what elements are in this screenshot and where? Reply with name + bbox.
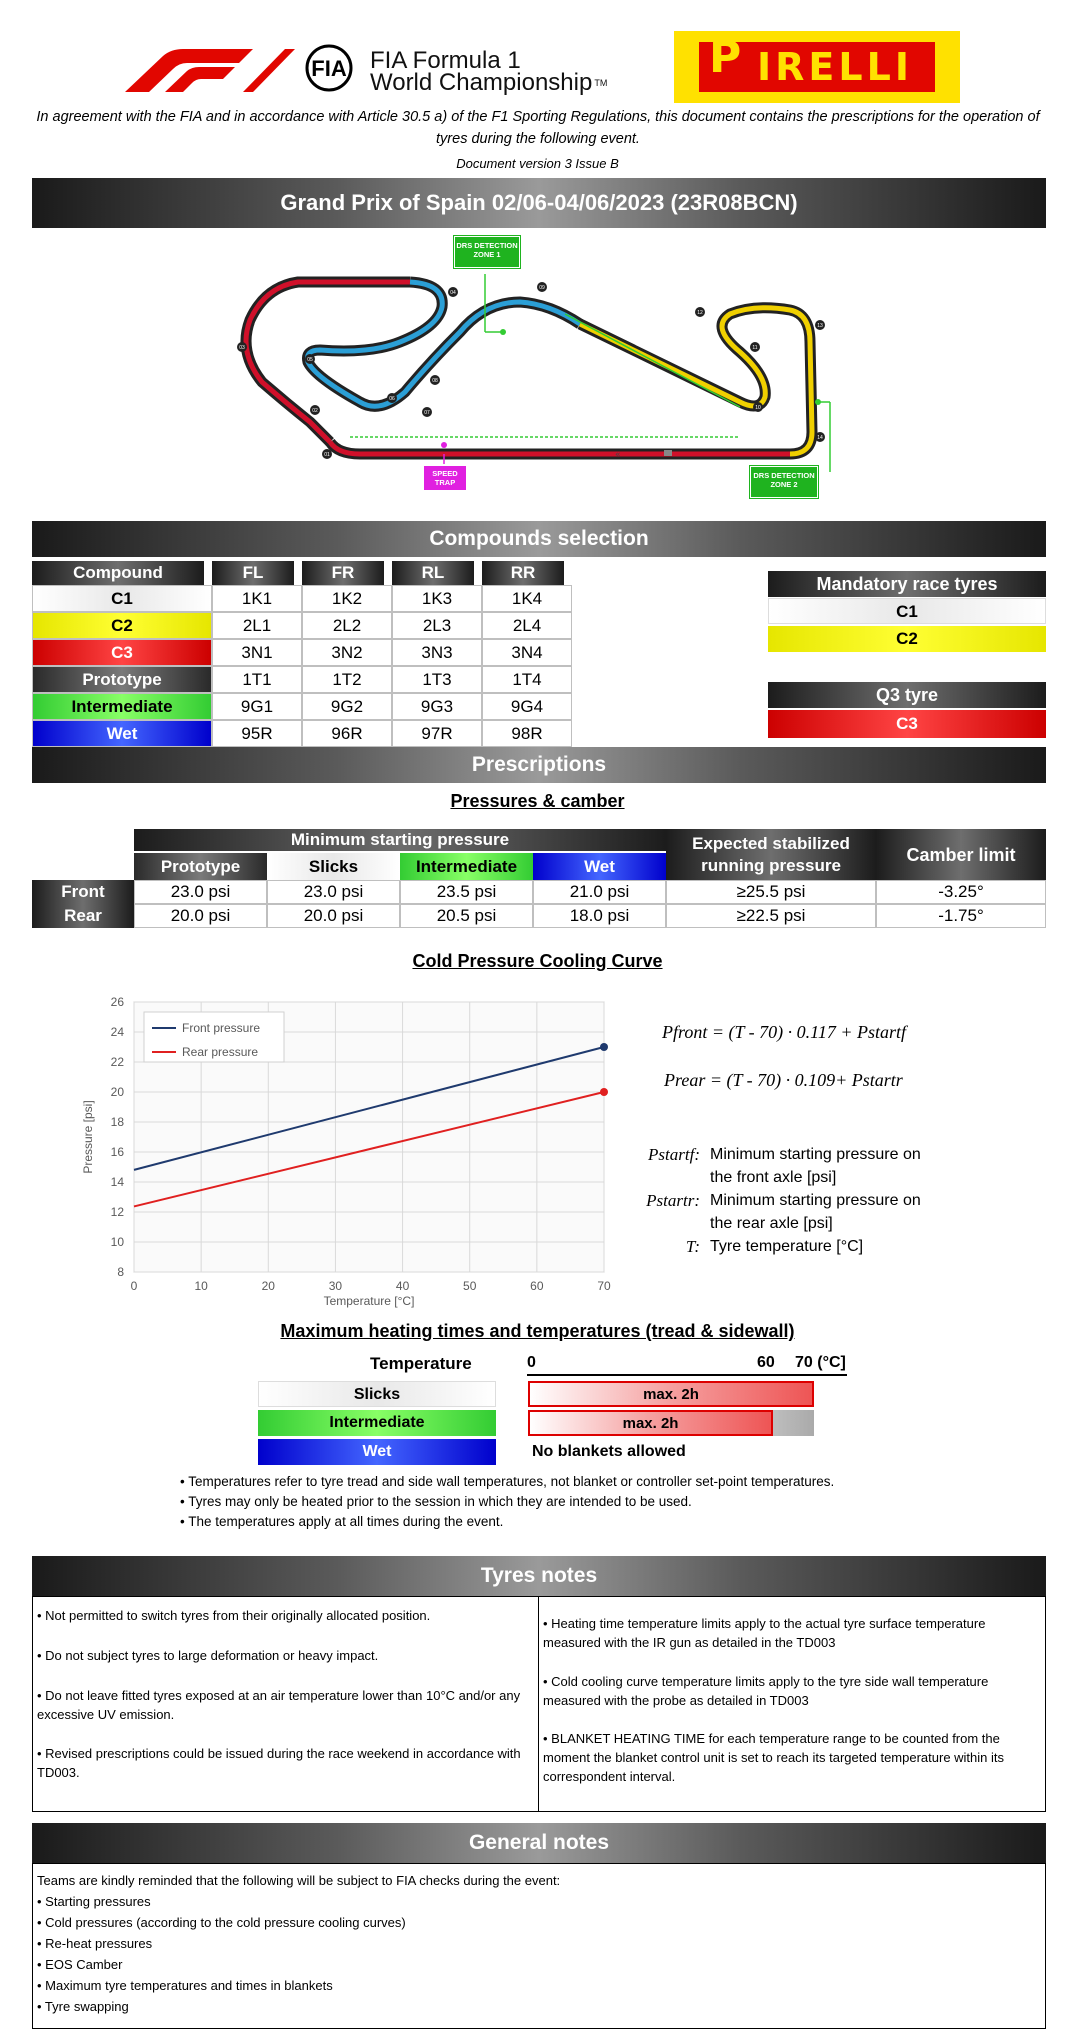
f1-logo (125, 48, 295, 92)
pirelli-wordmark: IRELLI (757, 45, 913, 89)
expected-title-line2: running pressure (701, 856, 841, 875)
y-tick-label: 26 (110, 995, 124, 1009)
heating-bullets (180, 1472, 870, 1532)
svg-text:12: 12 (697, 310, 703, 316)
svg-text:14: 14 (817, 435, 823, 441)
series-point (600, 1043, 608, 1051)
y-tick-label: 20 (110, 1085, 124, 1099)
min-start-title: Minimum starting pressure (134, 829, 666, 851)
drs-detection-zone-1: DRS DETECTION ZONE 1 (454, 236, 520, 268)
general-note-item: • EOS Camber (37, 1957, 123, 1972)
spacer (666, 853, 876, 880)
front-wet: 21.0 psi (533, 880, 666, 904)
def-text: Minimum starting pressure on (710, 1146, 921, 1163)
compound-fl: 9G1 (212, 693, 302, 720)
x-tick-label: 50 (463, 1279, 477, 1293)
svg-text:01: 01 (324, 452, 330, 458)
drs-detection-zone-2: DRS DETECTION ZONE 2 (750, 466, 818, 498)
rear-intermediate: 20.5 psi (400, 904, 533, 928)
tyre-note: • Revised prescriptions could be issued during the race weekend in accordance with TD003. (37, 1746, 521, 1781)
rr-col-header: RR (482, 561, 564, 585)
def-text: the front axle [psi] (710, 1169, 837, 1186)
svg-text:02: 02 (312, 408, 318, 414)
heating-row-wet: Wet (258, 1439, 496, 1465)
scale-60: 60 (757, 1354, 775, 1371)
def-symbol: Pstartf: (648, 1145, 700, 1164)
general-note-item: • Re-heat pressures (37, 1936, 153, 1951)
compound-name: Wet (32, 720, 212, 747)
event-title: Grand Prix of Spain 02/06-04/06/2023 (23R08BCN) (32, 178, 1046, 228)
mandatory-tyre-c2: C2 (768, 626, 1046, 652)
x-tick-label: 40 (395, 1279, 410, 1293)
cooling-title: Cold Pressure Cooling Curve (412, 951, 663, 971)
svg-text:FIA: FIA (311, 56, 347, 81)
def-text: Minimum starting pressure on (710, 1192, 921, 1209)
tyre-notes-title: Tyres notes (32, 1556, 1046, 1596)
legend-label: Rear pressure (182, 1045, 259, 1059)
series-point (600, 1088, 608, 1096)
compound-name: C3 (32, 639, 212, 666)
svg-text:10: 10 (755, 405, 761, 411)
y-tick-label: 12 (110, 1205, 124, 1219)
def-text: Tyre temperature [°C] (710, 1238, 864, 1255)
compound-fr: 1K2 (302, 585, 392, 612)
compound-fr: 1T2 (302, 666, 392, 693)
general-note-item: • Starting pressures (37, 1894, 151, 1909)
definitions (620, 1143, 1040, 1258)
tyre-notes-box (32, 1596, 1046, 1812)
heating-bullet: • Temperatures refer to tyre tread and side wall temperatures, not blanket or controller set-point temperatures. (180, 1474, 835, 1489)
compound-fl: 95R (212, 720, 302, 747)
tyre-note: • Heating time temperature limits apply to the actual tyre surface temperature measured with the IR gun as detailed in the TD003 (543, 1616, 986, 1650)
x-tick-label: 30 (328, 1279, 343, 1293)
scale-0: 0 (527, 1354, 536, 1371)
tyre-note: • Do not subject tyres to large deformation or heavy impact. (37, 1647, 379, 1663)
compound-rl: 1T3 (392, 666, 482, 693)
front-intermediate: 23.5 psi (400, 880, 533, 904)
y-tick-label: 18 (110, 1115, 124, 1129)
tyre-note: • Not permitted to switch tyres from their originally allocated position. (37, 1608, 431, 1623)
svg-text:09: 09 (539, 285, 545, 291)
y-tick-label: 10 (110, 1235, 124, 1249)
fl-col-header: FL (212, 561, 294, 585)
def-symbol: Pstartr: (646, 1191, 700, 1210)
col-intermediate: Intermediate (400, 853, 533, 880)
compounds-section-title: Compounds selection (32, 521, 1046, 557)
svg-text:13: 13 (817, 323, 823, 329)
fr-col-header: FR (302, 561, 384, 585)
axle-rear: Rear (32, 904, 134, 928)
general-note-item: • Maximum tyre temperatures and times in blankets (37, 1978, 333, 1993)
compound-rr: 3N4 (482, 639, 572, 666)
compound-rr: 98R (482, 720, 572, 747)
y-tick-label: 22 (110, 1055, 124, 1069)
compound-rr: 1K4 (482, 585, 572, 612)
compound-name: Prototype (32, 666, 212, 693)
svg-text:03: 03 (239, 345, 245, 351)
col-slicks: Slicks (267, 853, 400, 880)
heating-bar-intermediate (528, 1410, 773, 1436)
no-blankets-label: No blankets allowed (532, 1443, 686, 1460)
fia-title-line1: FIA Formula 1 (370, 47, 521, 74)
x-tick-label: 60 (530, 1279, 544, 1293)
doc-version: Document version 3 Issue B (456, 156, 619, 171)
compound-rl: 1K3 (392, 585, 482, 612)
general-note-item: • Cold pressures (according to the cold pressure cooling curves) (37, 1915, 406, 1930)
compound-fr: 9G2 (302, 693, 392, 720)
x-tick-label: 0 (130, 1279, 138, 1293)
compound-name: C2 (32, 612, 212, 639)
heating-scale (527, 1354, 847, 1376)
heating-bar-label: max. 2h (622, 1414, 679, 1432)
q3-title: Q3 tyre (768, 682, 1046, 708)
col-prototype: Prototype (134, 853, 267, 880)
fia-logo (296, 44, 362, 92)
compound-fl: 3N1 (212, 639, 302, 666)
legend-label: Front pressure (182, 1021, 261, 1035)
heating-bar-label: max. 2h (643, 1385, 699, 1403)
compound-rr: 2L4 (482, 612, 572, 639)
heating-bullet: • Tyres may only be heated prior to the session in which they are intended to be used. (180, 1494, 692, 1509)
camber-title: Camber limit (876, 829, 1046, 881)
intro-text: In agreement with the FIA and in accordance with Article 30.5 a) of the F1 Sporting Regulations, this document contains the prescriptions for the operation of tyres during the following event. (36, 109, 1040, 147)
speed-trap: SPEED TRAP (424, 466, 466, 490)
expected-title-line1: Expected stabilized (692, 834, 850, 853)
heating-bar-track-intermediate (528, 1410, 814, 1436)
compound-fr: 96R (302, 720, 392, 747)
compound-fr: 3N2 (302, 639, 392, 666)
spacer (876, 853, 1046, 880)
tyre-note: • BLANKET HEATING TIME for each temperature range to be counted from the moment the blanket control unit is set to reach its targeted temperature within its correspondent interval. (543, 1731, 1005, 1785)
rear-prototype: 20.0 psi (134, 904, 267, 928)
fia-tm: TM (594, 78, 608, 88)
heating-row-slicks: Slicks (258, 1381, 496, 1407)
compound-rl: 3N3 (392, 639, 482, 666)
mandatory-title: Mandatory race tyres (768, 571, 1046, 597)
y-axis-label: Pressure [psi] (81, 1100, 95, 1174)
compound-col-header: Compound (32, 561, 204, 585)
q3-tyre: C3 (768, 710, 1046, 738)
heating-bar-track-slicks (528, 1381, 814, 1407)
mandatory-tyre-c1: C1 (768, 598, 1046, 624)
compound-fl: 2L1 (212, 612, 302, 639)
pressures-title: Pressures & camber (450, 791, 625, 811)
heating-row-intermediate: Intermediate (258, 1410, 496, 1436)
col-wet: Wet (533, 853, 666, 880)
def-text: the rear axle [psi] (710, 1215, 833, 1232)
track-map (220, 232, 850, 492)
compound-rr: 9G4 (482, 693, 572, 720)
rear-camber: -1.75° (876, 904, 1046, 928)
rear-wet: 18.0 psi (533, 904, 666, 928)
cooling-chart (80, 990, 630, 1310)
svg-text:05: 05 (307, 357, 313, 363)
svg-text:11: 11 (752, 345, 758, 351)
x-tick-label: 10 (194, 1279, 208, 1293)
svg-text:04: 04 (450, 290, 456, 296)
front-prototype: 23.0 psi (134, 880, 267, 904)
compounds-table (32, 561, 572, 747)
rl-col-header: RL (392, 561, 474, 585)
general-notes-box (32, 1863, 1046, 2029)
compound-rr: 1T4 (482, 666, 572, 693)
compound-name: Intermediate (32, 693, 212, 720)
heating-bar-slicks (528, 1381, 814, 1407)
tyre-note: • Do not leave fitted tyres exposed at an air temperature lower than 10°C and/or any excessive UV emission. (37, 1687, 521, 1722)
spacer (32, 853, 134, 880)
y-tick-label: 24 (110, 1025, 124, 1039)
pirelli-logo (674, 31, 960, 103)
scale-70: 70 (°C] (795, 1354, 846, 1371)
front-expected: ≥25.5 psi (666, 880, 876, 904)
front-slicks: 23.0 psi (267, 880, 400, 904)
heating-bullet: • The temperatures apply at all times during the event. (180, 1514, 504, 1529)
y-tick-label: 14 (110, 1175, 124, 1189)
rear-expected: ≥22.5 psi (666, 904, 876, 928)
compound-rl: 2L3 (392, 612, 482, 639)
x-axis-label: Temperature [°C] (323, 1294, 415, 1308)
svg-text:07: 07 (424, 410, 430, 416)
svg-text:«: « (615, 450, 621, 460)
compound-name: C1 (32, 585, 212, 612)
tyre-note: • Cold cooling curve temperature limits apply to the tyre side wall temperature measured with the probe as detailed in TD003 (543, 1673, 989, 1708)
front-camber: -3.25° (876, 880, 1046, 904)
compound-fr: 2L2 (302, 612, 392, 639)
prescriptions-section-title: Prescriptions (32, 747, 1046, 783)
general-notes-intro: Teams are kindly reminded that the following will be subject to FIA checks during the event: (37, 1873, 561, 1888)
general-note-item: • Tyre swapping (37, 1999, 129, 2014)
compound-fl: 1K1 (212, 585, 302, 612)
tyre-notes-right (539, 1597, 1045, 1811)
heating-temp-label: Temperature (370, 1354, 472, 1373)
y-tick-label: 8 (117, 1265, 124, 1279)
svg-text:06: 06 (389, 396, 395, 402)
tyre-notes-left (33, 1597, 539, 1811)
compound-rl: 9G3 (392, 693, 482, 720)
x-tick-label: 20 (261, 1279, 275, 1293)
fia-title-line2: World Championship (370, 69, 593, 96)
pirelli-p: P (709, 32, 742, 83)
rear-slicks: 20.0 psi (267, 904, 400, 928)
heating-title: Maximum heating times and temperatures (tread & sidewall) (280, 1321, 795, 1341)
pressures-table (32, 853, 1046, 928)
x-tick-label: 70 (597, 1279, 611, 1293)
general-notes-title: General notes (32, 1823, 1046, 1863)
svg-text:08: 08 (432, 378, 438, 384)
compound-rl: 97R (392, 720, 482, 747)
formula-rear: Prear = (T - 70) · 0.109+ Pstartr (664, 1070, 903, 1090)
compound-fl: 1T1 (212, 666, 302, 693)
axle-front: Front (32, 880, 134, 904)
def-symbol: T: (685, 1237, 700, 1256)
formula-front: Pfront = (T - 70) · 0.117 + Pstartf (662, 1022, 906, 1042)
y-tick-label: 16 (110, 1145, 124, 1159)
